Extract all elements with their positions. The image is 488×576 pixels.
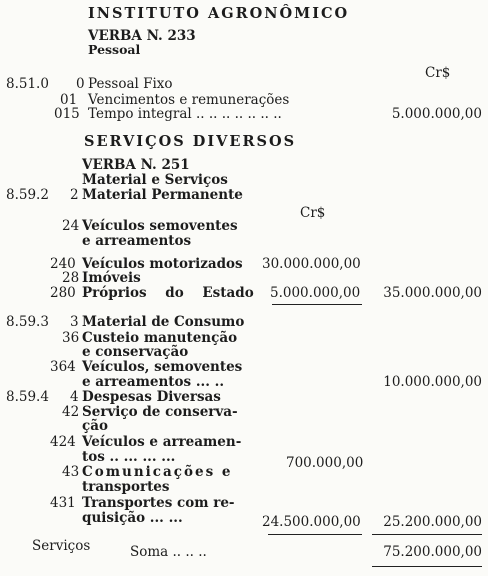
comunicacoes-label: Comunicações e [82, 464, 233, 480]
tempo-integral-label: Tempo integral .. .. .. .. .. .. .. [88, 106, 282, 122]
material-consumo-code: 8.59.3 [6, 314, 49, 330]
amount-rule [268, 534, 362, 535]
pessoal-code: 8.51.0 [6, 76, 49, 92]
proprios-label: Próprios do Estado [82, 285, 254, 301]
tempo-integral-code: 015 [54, 106, 80, 122]
requisicao-amount: 24.500.000,00 [262, 514, 361, 530]
conservacao-label: Serviço de conserva- [82, 404, 238, 420]
requisicao-label-cont: quisição ... ... [82, 510, 183, 526]
comunicacoes-label-cont: transportes [82, 479, 170, 495]
despesas-diversas-code: 8.59.4 [6, 389, 49, 405]
semoventes-label-cont: e arreamentos [82, 233, 192, 249]
motorizados-code: 240 [50, 256, 76, 272]
institute-title: INSTITUTO AGRONÔMICO [88, 5, 350, 22]
material-permanente-label: Material Permanente [82, 187, 243, 203]
motorizados-amount: 30.000.000,00 [262, 256, 361, 272]
verba-233-title: VERBA N. 233 [88, 28, 196, 44]
material-permanente-code: 8.59.2 [6, 187, 49, 203]
requisicao-label: Transportes com re- [82, 495, 235, 511]
vencimentos-label: Vencimentos e remunerações [88, 92, 290, 108]
arreamentos-label-cont: tos .. ... ... ... [82, 449, 176, 465]
verba-233-subtitle: Pessoal [88, 42, 141, 57]
final-rule [372, 566, 482, 567]
servicos-diversos-heading: SERVIÇOS DIVERSOS [84, 133, 297, 150]
veiculos-semoventes-label: Veículos, semoventes [82, 359, 243, 375]
veiculos-semoventes-code: 364 [50, 359, 76, 375]
currency-label-2: Cr$ [300, 205, 326, 221]
veiculos-semoventes-label-cont: e arreamentos ... .. [82, 374, 225, 390]
total-rule [372, 534, 482, 535]
despesas-diversas-label: Despesas Diversas [82, 389, 221, 405]
custeio-label: Custeio manutenção [82, 330, 238, 346]
soma-label: Soma .. .. .. [130, 544, 207, 560]
semoventes-code: 24 [62, 218, 80, 234]
imoveis-code: 28 [62, 270, 80, 286]
proprios-amount: 5.000.000,00 [270, 285, 361, 301]
material-consumo-label: Material de Consumo [82, 314, 245, 330]
vencimentos-code: 01 [60, 92, 78, 108]
requisicao-code: 431 [50, 495, 76, 511]
arreamentos-code: 424 [50, 434, 76, 450]
arreamentos-label: Veículos e arreamen- [82, 434, 242, 450]
pessoal-label: Pessoal Fixo [88, 76, 173, 92]
material-consumo-total: 10.000.000,00 [383, 374, 482, 390]
currency-label-1: Cr$ [425, 65, 451, 81]
conservacao-label-cont: ção [82, 418, 108, 434]
motorizados-label: Veículos motorizados [82, 256, 243, 272]
arreamentos-amount: 700.000,00 [286, 455, 364, 471]
material-permanente-num: 2 [70, 187, 79, 203]
verba-251-title: VERBA N. 251 [82, 157, 190, 173]
comunicacoes-code: 43 [62, 464, 80, 480]
material-permanente-total: 35.000.000,00 [383, 285, 482, 301]
despesas-diversas-num: 4 [70, 389, 79, 405]
custeio-label-cont: e conservação [82, 344, 189, 360]
despesas-diversas-total: 25.200.000,00 [383, 514, 482, 530]
subtotal-rule [272, 304, 362, 305]
soma-total: 75.200.000,00 [383, 544, 482, 560]
pessoal-num: 0 [76, 76, 85, 92]
verba-251-subtitle: Material e Serviços [82, 172, 228, 188]
tempo-integral-total: 5.000.000,00 [391, 106, 482, 122]
custeio-code: 36 [62, 330, 80, 346]
servicos-label: Serviços [32, 538, 91, 554]
material-consumo-num: 3 [70, 314, 79, 330]
proprios-code: 280 [50, 285, 76, 301]
imoveis-label: Imóveis [82, 270, 141, 286]
semoventes-label: Veículos semoventes [82, 218, 238, 234]
conservacao-code: 42 [62, 404, 80, 420]
